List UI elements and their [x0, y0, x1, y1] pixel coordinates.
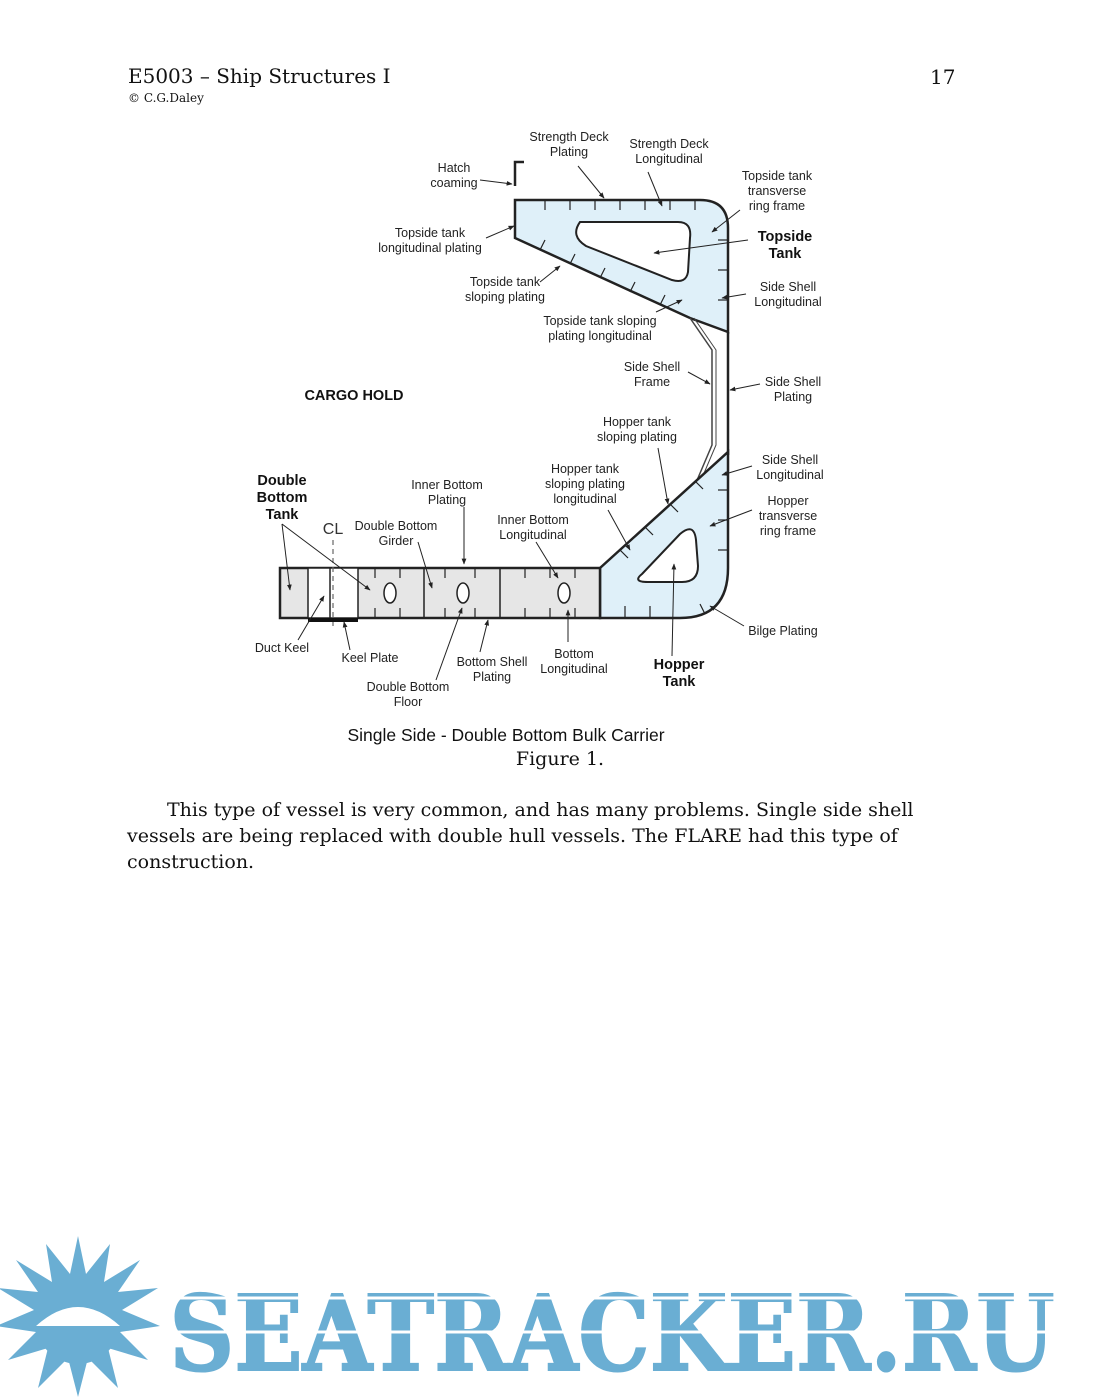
- label-duct-keel: Duct Keel: [254, 641, 310, 655]
- hatch-coaming-line: [515, 162, 524, 186]
- label-strength-deck-longitudinal: Strength Deck Longitudinal: [629, 137, 709, 166]
- figure-caption: Single Side - Double Bottom Bulk Carrier: [347, 725, 665, 745]
- label-inner-bottom-longitudinal: Inner Bottom Longitudinal: [497, 513, 569, 542]
- label-double-bottom-tank: Double Bottom Tank: [256, 473, 308, 523]
- label-cargo-hold: CARGO HOLD: [304, 388, 404, 404]
- side-shell-frame-line: [690, 318, 712, 485]
- label-bilge-plating: Bilge Plating: [748, 624, 818, 638]
- label-bottom-shell-plating: Bottom Shell Plating: [456, 655, 528, 684]
- label-hatch-coaming: Hatch coaming: [430, 161, 478, 190]
- label-hopper-sloping-longitudinal: Hopper tank sloping plating longitudinal: [545, 462, 625, 506]
- label-hopper-tank: Hopper Tank: [653, 657, 705, 690]
- label-double-bottom-girder: Double Bottom Girder: [354, 519, 438, 548]
- label-keel-plate: Keel Plate: [341, 651, 399, 665]
- figure-number: Figure 1.: [515, 748, 605, 770]
- label-strength-deck-plating: Strength Deck Plating: [529, 130, 609, 159]
- label-inner-bottom-plating: Inner Bottom Plating: [411, 478, 483, 507]
- document-header-title: E5003 – Ship Structures I: [128, 64, 391, 88]
- body-paragraph: This type of vessel is very common, and has many problems. Single side shell vessels are being replaced with double hull vessels. The FLARE had this type of construction.: [127, 799, 914, 873]
- label-topside-sloping-longitudinal: Topside tank sloping plating longitudinal: [543, 314, 657, 343]
- label-side-shell-longitudinal-upper: Side Shell Longitudinal: [754, 280, 822, 309]
- label-double-bottom-floor: Double Bottom Floor: [366, 680, 450, 709]
- label-topside-ring-frame: Topside tank transverse ring frame: [741, 169, 813, 213]
- label-centerline: CL: [322, 521, 344, 538]
- label-topside-long-plating: Topside tank longitudinal plating: [378, 226, 482, 255]
- sun-logo-icon: [0, 1236, 160, 1397]
- copyright-line: © C.G.Daley: [128, 91, 204, 105]
- seatracker-watermark: [0, 1236, 1080, 1397]
- label-topside-tank: Topside Tank: [757, 229, 813, 262]
- label-hopper-ring-frame: Hopper transverse ring frame: [758, 494, 818, 538]
- page-number: 17: [930, 65, 956, 89]
- watermark-text: SEATRACKER.RU: [169, 1272, 1055, 1395]
- label-side-shell-longitudinal-lower: Side Shell Longitudinal: [756, 453, 824, 482]
- label-side-shell-frame: Side Shell Frame: [623, 360, 681, 389]
- label-topside-sloping-plating: Topside tank sloping plating: [465, 275, 545, 304]
- label-bottom-longitudinal: Bottom Longitudinal: [540, 647, 608, 676]
- label-hopper-sloping-plating: Hopper tank sloping plating: [597, 415, 677, 444]
- label-side-shell-plating: Side Shell Plating: [764, 375, 822, 404]
- topside-tank-shape: [515, 200, 728, 332]
